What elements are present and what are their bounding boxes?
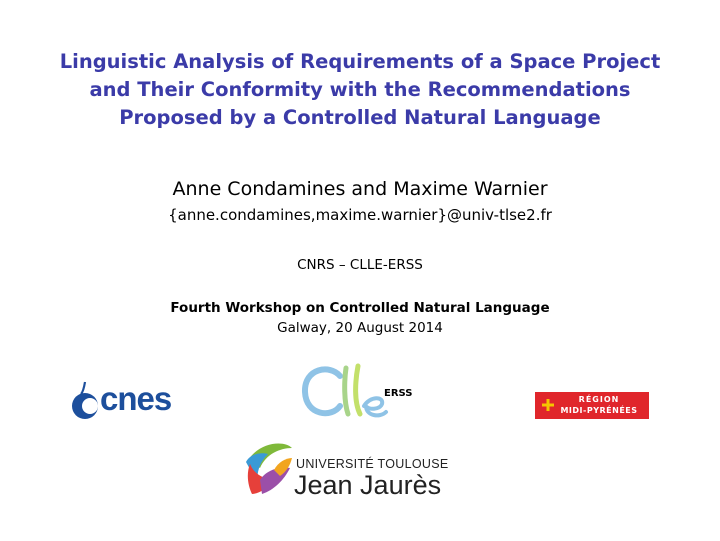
region-logo [535,392,649,419]
authors: Anne Condamines and Maxime Warnier [172,178,548,200]
title-line-2: and Their Conformity with the Recommendations [89,78,631,101]
title-line-1: Linguistic Analysis of Requirements of a Space Project [59,50,661,73]
author-emails: {anne.condamines,maxime.warnier}@univ-tlse2.fr [168,206,552,224]
region-line-1: RÉGION [578,395,620,404]
affiliation: CNRS – CLLE-ERSS [297,257,423,273]
cnes-swoosh-icon [68,378,102,420]
clle-lettering-icon [300,362,390,422]
event-name: Fourth Workshop on Controlled Natural Language [170,300,550,316]
region-line-2: MIDI-PYRÉNÉES [560,406,638,415]
university-line-1: UNIVERSITÉ TOULOUSE [296,457,449,471]
university-logo [244,440,479,500]
paper-title [40,48,680,132]
cnes-logo [68,378,188,420]
erss-label: ERSS [384,388,413,399]
cnes-wordmark: cnes [100,380,172,417]
university-emblem-icon [244,440,294,498]
clle-erss-logo [300,362,430,422]
title-line-3: Proposed by a Controlled Natural Language [119,106,601,129]
event-venue: Galway, 20 August 2014 [277,320,443,336]
university-line-2: Jean Jaurès [294,470,442,500]
